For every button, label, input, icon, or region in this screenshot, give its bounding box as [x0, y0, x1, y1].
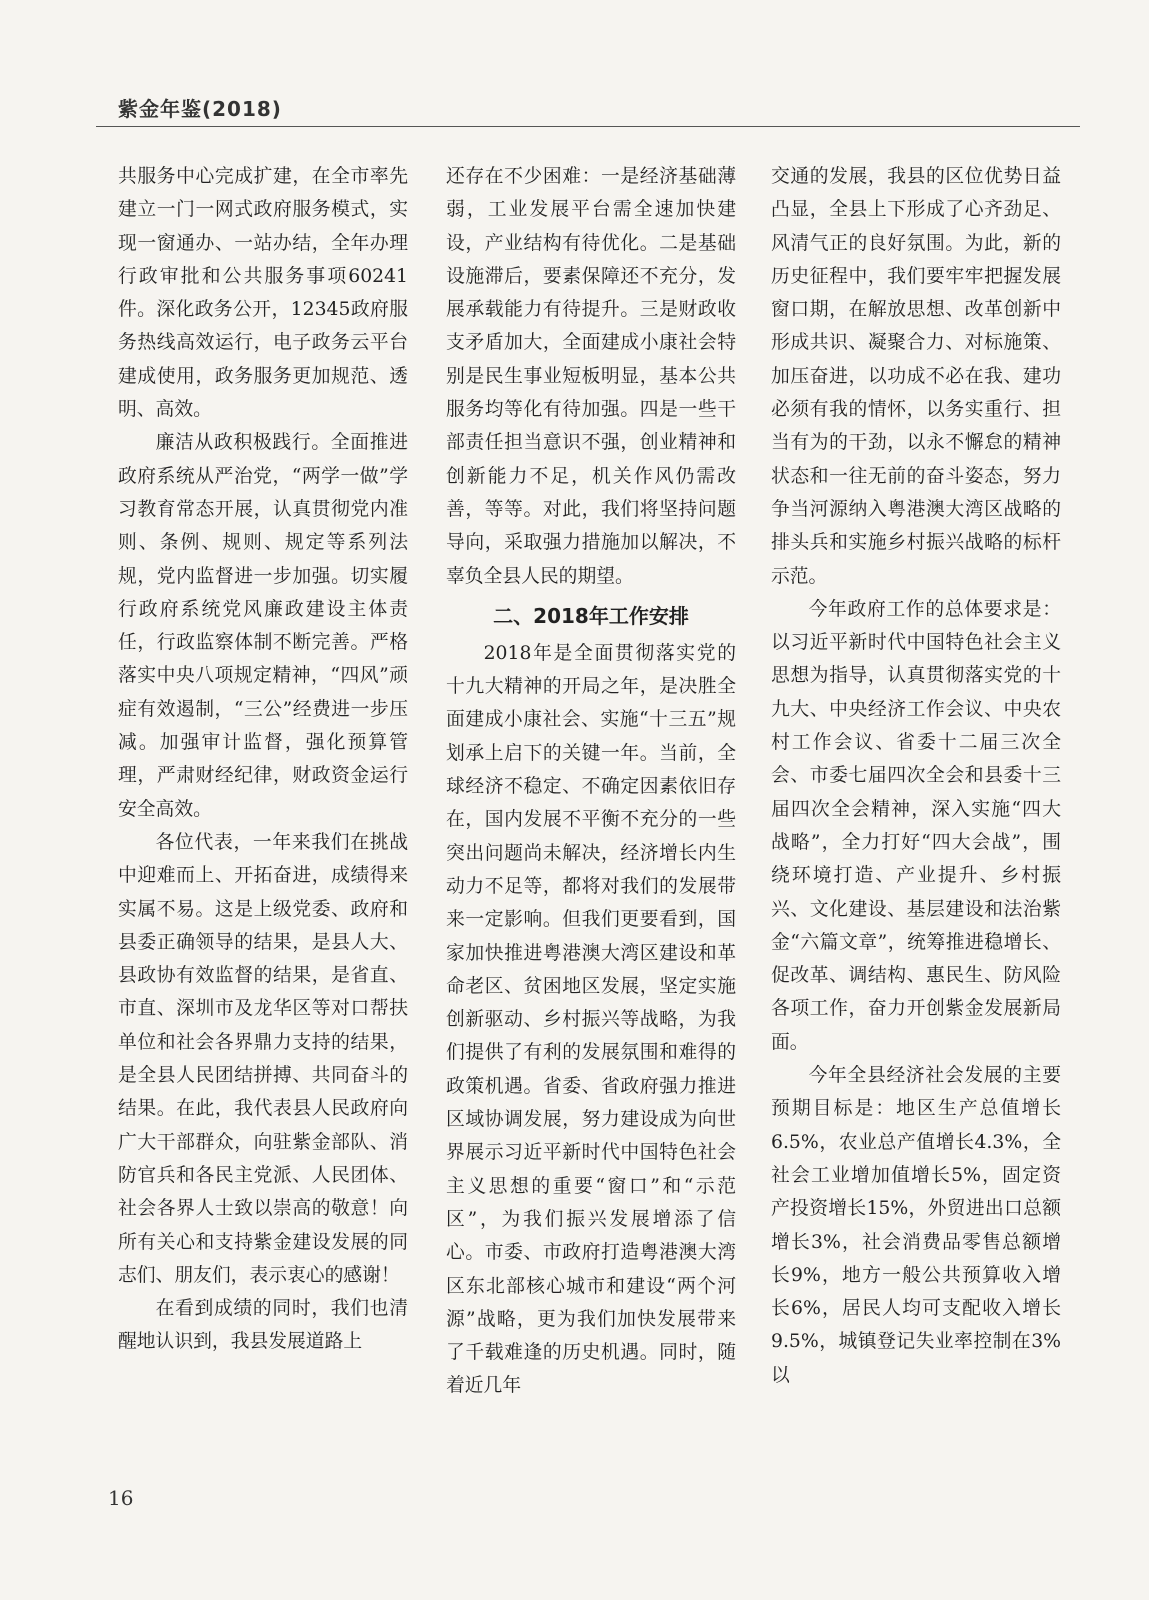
paragraph: 在看到成绩的同时，我们也清醒地认识到，我县发展道路上 — [118, 1298, 408, 1353]
paragraph: 今年政府工作的总体要求是：以习近平新时代中国特色社会主义思想为指导，认真贯彻落实党的十九大、中央经济工作会议、中央农村工作会议、省委十二届三次全会、市委七届四次全会和县委十三届四次全会精神，深入实施“四大战略”，全力打好“四大会战”，围绕环境打造、产业提升、乡村振兴、文化建设、基层建设和法治紫金“六篇文章”，统筹推进稳增长、促改革、调结构、惠民生、防风险各项工作，奋力开创紫金发展新局面。 — [771, 598, 1061, 1053]
text-column-3 — [771, 160, 1061, 1392]
paragraph: 各位代表，一年来我们在挑战中迎难而上、开拓奋进，成绩得来实属不易。这是上级党委、政府和县委正确领导的结果，是县人大、县政协有效监督的结果，是省直、市直、深圳市及龙华区等对口帮扶单位和社会各界鼎力支持的结果，是全县人民团结拼搏、共同奋斗的结果。在此，我代表县人民政府向广大干部群众，向驻紫金部队、消防官兵和各民主党派、人民团体、社会各界人士致以崇高的敬意！向所有关心和支持紫金建设发展的同志们、朋友们，表示衷心的感谢！ — [118, 831, 408, 1286]
text-column-1 — [118, 160, 408, 1359]
running-header: 紫金年鉴(2018) — [118, 97, 282, 121]
paragraph: 2018年是全面贯彻落实党的十九大精神的开局之年，是决胜全面建成小康社会、实施“十三五”规划承上启下的关键一年。当前，全球经济不稳定、不确定因素依旧存在，国内发展不平衡不充分的一些突出问题尚未解决，经济增长内生动力不足等，都将对我们的发展带来一定影响。但我们更要看到，国家加快推进粤港澳大湾区建设和革命老区、贫困地区发展，坚定实施创新驱动、乡村振兴等战略，为我们提供了有利的发展氛围和难得的政策机遇。省委、省政府强力推进区域协调发展，努力建设成为向世界展示习近平新时代中国特色社会主义思想的重要“窗口”和“示范区”，为我们振兴发展增添了信心。市委、市政府打造粤港澳大湾区东北部核心城市和建设“两个河源”战略，更为我们加快发展带来了千载难逢的历史机遇。同时，随着近几年 — [446, 642, 736, 1397]
paragraph: 廉洁从政积极践行。全面推进政府系统从严治党，“两学一做”学习教育常态开展，认真贯彻党内准则、条例、规则、规定等系列法规，党内监督进一步加强。切实履行政府系统党风廉政建设主体责任，行政监察体制不断完善。严格落实中央八项规定精神，“四风”顽症有效遏制，“三公”经费进一步压减。加强审计监督，强化预算管理，严肃财经纪律，财政资金运行安全高效。 — [118, 432, 408, 820]
paragraph: 还存在不少困难：一是经济基础薄弱，工业发展平台需全速加快建设，产业结构有待优化。二是基础设施滞后，要素保障还不充分，发展承载能力有待提升。三是财政收支矛盾加大，全面建成小康社会特别是民生事业短板明显，基本公共服务均等化有待加强。四是一些干部责任担当意识不强，创业精神和创新能力不足，机关作风仍需改善，等等。对此，我们将坚持问题导向，采取强力措施加以解决，不辜负全县人民的期望。 — [446, 166, 736, 587]
page-number: 16 — [108, 1486, 134, 1510]
header-rule — [96, 126, 1080, 127]
paragraph: 共服务中心完成扩建，在全市率先建立一门一网式政府服务模式，实现一窗通办、一站办结，全年办理行政审批和公共服务事项60241件。深化政务公开，12345政府服务热线高效运行，电子政务云平台建成使用，政务服务更加规范、透明、高效。 — [118, 166, 408, 421]
paragraph: 今年全县经济社会发展的主要预期目标是：地区生产总值增长6.5%，农业总产值增长4.3%，全社会工业增加值增长5%，固定资产投资增长15%，外贸进出口总额增长3%，社会消费品零售总额增长9%，地方一般公共预算收入增长6%，居民人均可支配收入增长9.5%，城镇登记失业率控制在3%以 — [771, 1065, 1061, 1386]
paragraph: 交通的发展，我县的区位优势日益凸显，全县上下形成了心齐劲足、风清气正的良好氛围。为此，新的历史征程中，我们要牢牢把握发展窗口期，在解放思想、改革创新中形成共识、凝聚合力、对标施策、加压奋进，以功成不必在我、建功必须有我的情怀，以务实重行、担当有为的干劲，以永不懈怠的精神状态和一往无前的奋斗姿态，努力争当河源纳入粤港澳大湾区战略的排头兵和实施乡村振兴战略的标杆示范。 — [771, 166, 1061, 587]
section-heading: 二、2018年工作安排 — [493, 603, 689, 628]
text-column-2 — [446, 160, 736, 1403]
